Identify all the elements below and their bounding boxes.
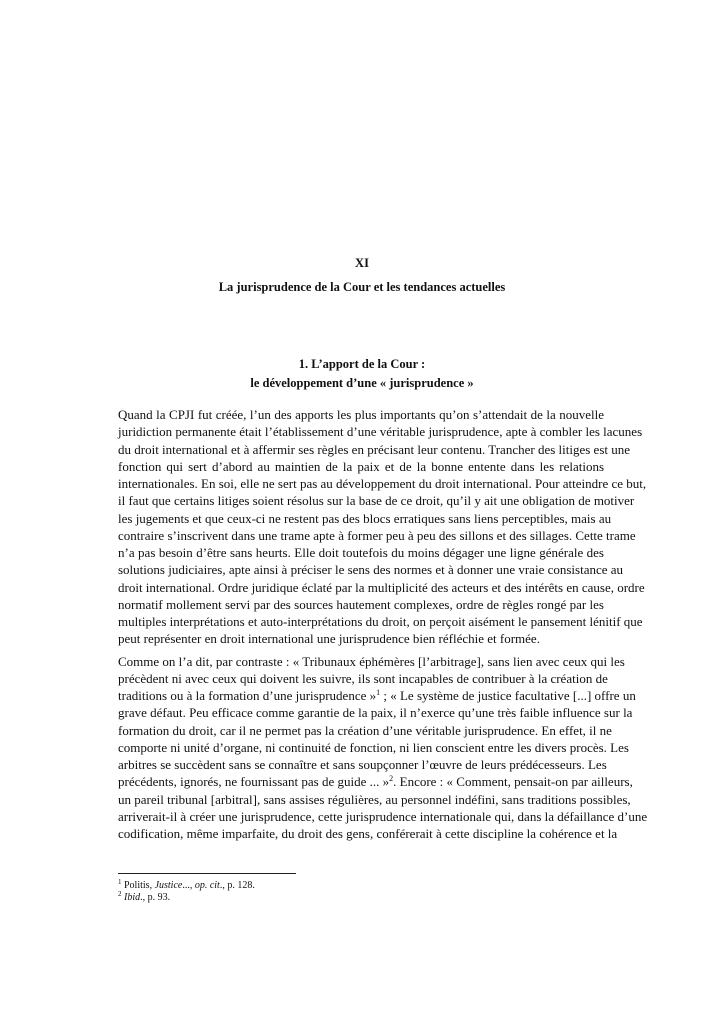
text-segment: Quand la CPJI fut créée, l’un des apports les plus importants qu’on s’attendait de la nouvelle <box>118 407 604 422</box>
text-segment: Ibid <box>124 892 141 903</box>
text-line <box>118 773 633 790</box>
text-line <box>118 475 647 492</box>
text-segment: juridiction permanente était l’établissement d’une véritable jurisprudence, apte à combler les lacunes <box>118 424 643 440</box>
paragraph <box>118 653 648 843</box>
text-segment: comporte ni unité d’organe, ni continuité de fonction, ni lien conscient entre les divers procès. Les <box>118 739 629 755</box>
footnote-ref: 1 <box>118 878 122 886</box>
text-line <box>118 756 607 773</box>
text-segment: solutions judiciaires, apte ainsi à préciser le sens des normes et à donner une vraie consistance au <box>118 562 624 578</box>
text-line <box>118 406 604 423</box>
footnote-divider <box>118 873 296 874</box>
text-segment: arbitres se succèdent sans se connaître et sans soupçonner l’œuvre de leurs prédécesseurs. Les <box>118 757 607 772</box>
text-segment: un pareil tribunal [arbitral], sans assises régulières, au personnel indéfini, sans traditions possibles, <box>118 791 631 807</box>
text-line <box>118 423 643 440</box>
text-segment: Politis, <box>121 880 155 891</box>
text-segment: ., p. 128. <box>219 880 255 891</box>
text-line <box>118 579 645 596</box>
text-segment: arriverait-il à créer une jurisprudence, cette jurisprudence internationale qui, dans la défaillance d’une <box>118 808 648 824</box>
text-segment: il faut que certains litiges soient résolus sur la base de ce droit, qu’il y ait une obligation de motiver <box>118 493 635 509</box>
text-line <box>118 527 636 544</box>
text-segment: . Encore : « Comment, pensait-on par ailleurs, <box>393 774 633 790</box>
text-segment: op. cit <box>194 880 220 891</box>
text-line <box>118 613 643 630</box>
text-segment: précédents, ignorés, ne fournissant pas de guide ... » <box>118 774 390 790</box>
footnote-ref: 1 <box>376 688 381 697</box>
text-segment: ; « Le système de justice facultative [...] offre un <box>380 688 636 703</box>
text-segment: fonction qui sert d’abord au maintien de la paix et de la bonne entente dans les relations <box>118 458 604 474</box>
text-segment: précèdent ni avec ceux qui doivent les suivre, ils sont incapables de contribuer à la création de <box>118 670 608 686</box>
text-line <box>118 544 604 561</box>
text-segment: du droit international et à affermir ses règles en précisant leur contenu. Trancher des litiges est une <box>118 441 631 457</box>
paragraph <box>118 406 647 648</box>
text-segment: n’a pas besoin d’être sans heurts. Elle doit toutefois du moins dégager une ligne générale des <box>118 545 604 560</box>
footnote <box>118 892 170 904</box>
text-segment: peut représenter en droit international une jurisprudence bien réfléchie et formée. <box>118 631 540 647</box>
section-heading-line2: le développement d’une « jurisprudence » <box>250 376 474 390</box>
text-line <box>118 722 612 739</box>
text-segment: les jugements et que ceux-ci ne restent pas des blocs erratiques sans liens perceptibles, mais au <box>118 510 612 526</box>
text-line <box>118 458 604 475</box>
text-line <box>118 653 625 670</box>
footnote <box>118 880 255 892</box>
text-line <box>118 561 624 578</box>
text-line <box>118 791 631 808</box>
text-line <box>118 704 633 721</box>
text-segment: formation du droit, car il ne permet pas la création d’une véritable jurisprudence. En effet, il ne <box>118 722 612 738</box>
text-line <box>118 596 604 613</box>
text-segment: traditions ou à la formation d’une jurisprudence » <box>118 688 377 703</box>
body-text <box>118 406 648 842</box>
text-segment: Justice <box>154 880 183 891</box>
text-line <box>118 687 636 704</box>
chapter-number: XI <box>355 256 369 270</box>
text-segment: internationales. En soi, elle ne sert pas au développement du droit international. Pour atteindre ce but, <box>118 476 647 491</box>
text-line <box>118 492 635 509</box>
text-segment: contraire s’inscrivent dans une trame apte à former peu à peu des sillons et des sillages. Cette trame <box>118 527 636 543</box>
text-line <box>118 510 612 527</box>
text-line <box>118 825 618 842</box>
text-segment: grave défaut. Peu efficace comme garantie de la paix, il n’exerce qu’une très faible influence sur la <box>118 705 633 721</box>
text-segment: Comme on l’a dit, par contraste : « Tribunaux éphémères [l’arbitrage], sans lien avec ceux qui les <box>118 653 625 669</box>
text-line <box>118 441 631 458</box>
text-line <box>118 630 604 647</box>
text-segment: droit international. Ordre juridique éclaté par la multiplicité des acteurs et des intérêts en cause, ordre <box>118 579 645 595</box>
chapter-title: La jurisprudence de la Cour et les tendances actuelles <box>218 280 506 294</box>
footnote-ref: 2 <box>389 774 394 784</box>
text-segment: normatif mollement servi par des sources hautement complexes, ordre de règles rongé par les <box>118 596 604 612</box>
text-segment: ., p. 93. <box>140 892 171 903</box>
section-heading-line1: 1. L’apport de la Cour : <box>298 357 426 371</box>
text-line <box>118 808 648 825</box>
text-segment: multiples interprétations et auto-interprétations du droit, on perçoit aisément le pansement lénitif que <box>118 614 643 629</box>
text-line <box>118 670 608 687</box>
text-segment: codification, même imparfaite, du droit des gens, conférerait à cette discipline la cohérence et la <box>118 826 618 841</box>
text-segment: ..., <box>182 880 195 891</box>
footnote-ref: 2 <box>118 890 122 898</box>
text-line <box>118 739 629 756</box>
